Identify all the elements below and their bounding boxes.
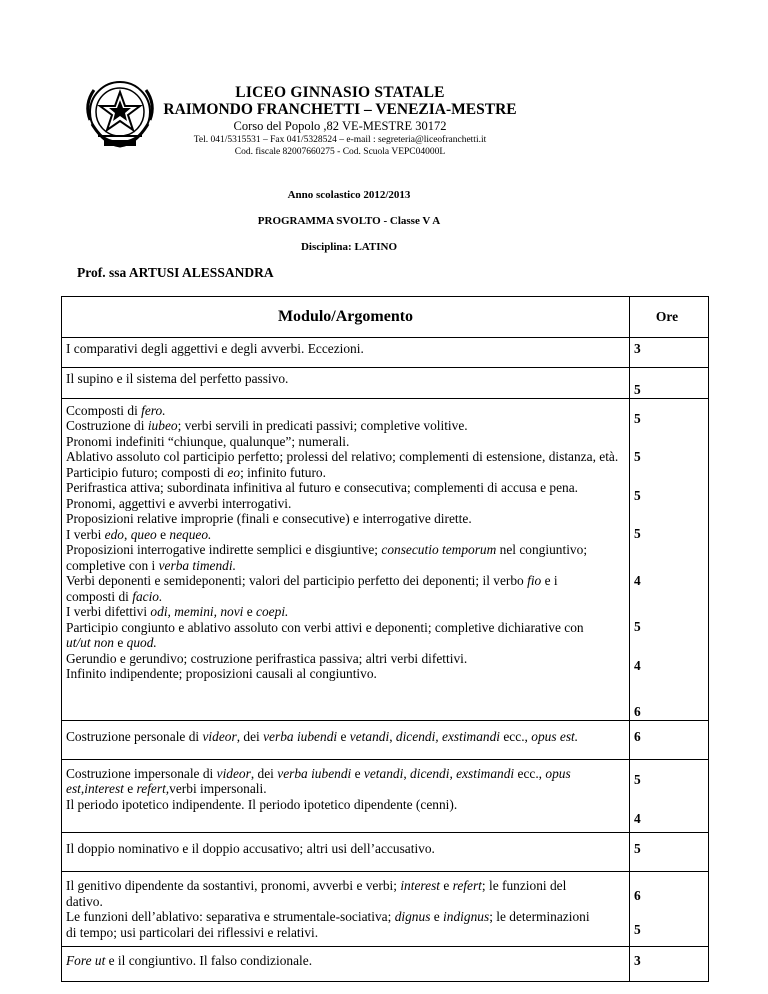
hours-cell [630,833,709,872]
topic-line: ut/ut non e quod. [66,635,157,650]
topic-cell [62,872,630,947]
topic-line: completive con i verba timendi. [66,557,236,573]
hours-value: 4 [634,572,641,588]
hours-value: 6 [634,704,641,719]
topic-line: composti di facio. [66,588,163,604]
topic-line: Ablativo assoluto col participio perfetto; prolessi del relativo; complementi di estensione, distanza, età. [66,449,619,464]
hours-cell [630,338,709,368]
hours-value: 5 [634,841,641,856]
topic-line: di tempo; usi particolari dei riflessivi e relativi. [66,924,319,940]
school-codes: Cod. fiscale 82007660275 - Cod. Scuola VEPC04000L [234,147,446,157]
table-row [62,338,709,368]
topic-cell [62,759,630,833]
programme-table [61,296,709,982]
topic-line: Costruzione impersonale di videor, dei verba iubendi e vetandi, dicendi, exstimandi ecc., opus [66,765,571,781]
school-address: Corso del Popolo ,82 VE-MESTRE 30172 [233,119,447,133]
table-row [62,947,709,982]
topic-cell: Fore ut e il congiuntivo. Il falso condizionale. [62,947,630,982]
school-year: Anno scolastico 2012/2013 [287,189,411,201]
topic-line: Participio congiunto e ablativo assoluto con verbi attivi e deponenti; completive dichiarative con [66,619,584,635]
discipline: Disciplina: LATINO [300,241,398,253]
topic-cell: Costruzione personale di videor, dei verba iubendi e vetandi, dicendi, exstimandi ecc., opus est. [62,720,630,759]
hours-value: 4 [634,811,641,826]
table-header-row [62,297,709,338]
topic-cell [62,398,630,720]
table-row [62,368,709,399]
topic-text: I comparativi degli aggettivi e degli avverbi. Eccezioni. [66,341,364,356]
topic-line: Infinito indipendente; proposizioni causali al congiuntivo. [66,666,377,681]
school-contacts: Tel. 041/5315531 – Fax 041/5328524 – e-mail : segreteria@liceofranchetti.it [193,135,487,145]
hours-value: 6 [634,728,641,744]
topic-cell [62,338,630,368]
topic-line: Proposizioni relative improprie (finali e consecutive) e interrogative dirette. [66,511,472,526]
topic-line: est,interest e refert,verbi impersonali. [66,781,267,796]
topic-line: Participio futuro; composti di eo; infinito futuro. [66,464,326,480]
hours-value: 6 [634,888,641,903]
topic-cell [62,368,630,399]
school-name: RAIMONDO FRANCHETTI – VENEZIA-MESTRE [163,101,517,118]
topic-line: Proposizioni interrogative indirette semplici e disgiuntive; consecutio temporum nel congiuntivo; [66,542,588,557]
topic-line: Il periodo ipotetico indipendente. Il periodo ipotetico dipendente (cenni). [66,796,458,812]
hours-value: 5 [634,410,641,426]
hours-value: 4 [634,657,641,673]
hours-cell [630,368,709,399]
hours-value: 5 [634,771,641,787]
hours-value: 5 [634,526,641,541]
topic-line: Le funzioni dell’ablativo: separativa e strumentale-sociativa; dignus e indignus; le determinazioni [66,909,590,924]
table-row [62,398,709,720]
topic-line: Verbi deponenti e semideponenti; valori del participio perfetto dei deponenti; il verbo fio e i [66,573,558,588]
programme-title: PROGRAMMA SVOLTO - Classe V A [257,215,441,227]
column-header-topic: Modulo/Argomento [62,297,630,338]
hours-cell [630,720,709,759]
table-row [62,833,709,872]
hours-value: 3 [634,341,641,356]
hours-value: 5 [634,921,641,937]
topic-line: dativo. [66,893,103,909]
topic-line: Gerundio e gerundivo; costruzione perifrastica passiva; altri verbi difettivi. [66,650,468,666]
school-type: LICEO GINNASIO STATALE [235,84,445,101]
table-row [62,872,709,947]
hours-cell [630,872,709,947]
hours-cell [630,947,709,982]
topic-line: Ccomposti di fero. [66,402,166,418]
hours-value: 5 [634,487,641,503]
hours-value: 3 [634,953,641,968]
topic-line: Pronomi indefiniti “chiunque, qualunque”; numerali. [66,433,350,449]
teacher-name: Prof. ssa ARTUSI ALESSANDRA [77,265,274,280]
topic-line: Costruzione di iubeo; verbi servili in predicati passivi; completive volitive. [66,418,468,433]
topic-line: I verbi difettivi odi, memini, novi e coepi. [66,604,289,619]
topic-text: Il supino e il sistema del perfetto passivo. [66,371,289,386]
topic-cell [62,833,630,872]
column-header-hours: Ore [630,297,709,338]
topic-line: Perifrastica attiva; subordinata infinitiva al futuro e consecutiva; complementi di accusa e pena. [66,480,579,495]
topic-line: Il genitivo dipendente da sostantivi, pronomi, avverbi e verbi; interest e refert; le funzioni del [66,878,567,893]
hours-value: 5 [634,382,641,397]
topic-line: I verbi edo, queo e nequeo. [66,526,212,542]
topic-line: Pronomi, aggettivi e avverbi interrogativi. [66,495,292,511]
hours-value: 5 [634,449,641,464]
table-row [62,759,709,833]
hours-cell [630,759,709,833]
table-row [62,720,709,759]
hours-cell [630,398,709,720]
topic-text: Il doppio nominativo e il doppio accusativo; altri usi dell’accusativo. [66,841,435,856]
hours-value: 5 [634,619,641,634]
